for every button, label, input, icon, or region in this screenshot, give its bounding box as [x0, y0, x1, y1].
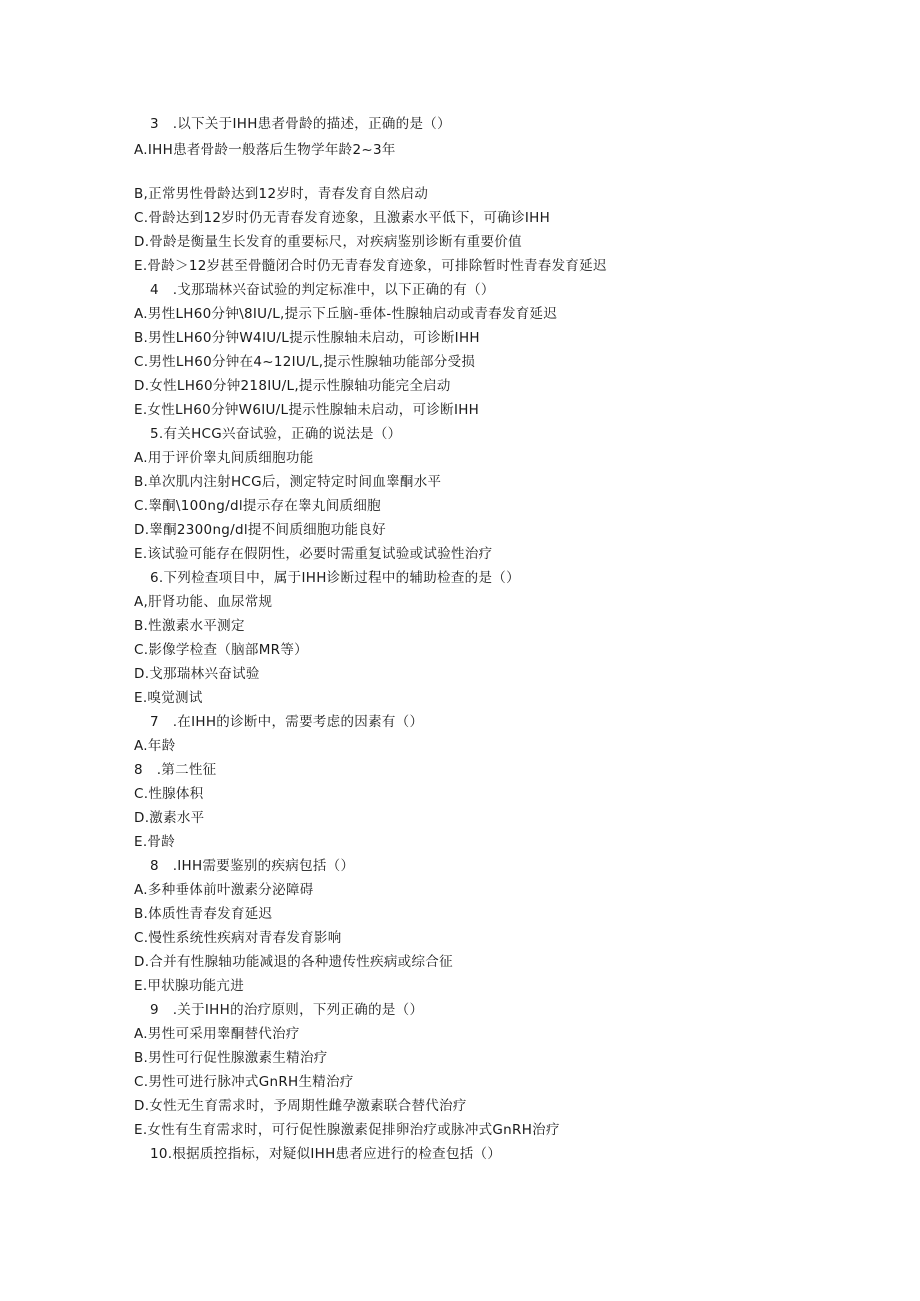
answer-option: D.女性LH60分钟218IU/L,提示性腺轴功能完全启动: [134, 378, 451, 394]
answer-option: C.男性LH60分钟在4~12IU/L,提示性腺轴功能部分受损: [134, 354, 476, 370]
answer-option: D.戈那瑞林兴奋试验: [134, 666, 260, 682]
answer-option: 8 .第二性征: [134, 762, 217, 778]
answer-option: D.激素水平: [134, 810, 205, 826]
answer-option: B.男性LH60分钟W4IU/L提示性腺轴未启动，可诊断IHH: [134, 330, 480, 346]
question-stem: 5.有关HCG兴奋试验，正确的说法是（）: [150, 426, 402, 442]
answer-option: E.女性有生育需求时，可行促性腺激素促排卵治疗或脉冲式GnRH治疗: [134, 1122, 560, 1138]
answer-option: E.女性LH60分钟W6IU/L提示性腺轴未启动，可诊断IHH: [134, 402, 480, 418]
answer-option: A,肝肾功能、血尿常规: [134, 594, 273, 610]
answer-option: E.甲状腺功能亢进: [134, 978, 245, 994]
answer-option: A.男性可采用睾酮替代治疗: [134, 1026, 300, 1042]
answer-option: D.睾酮2300ng/dl提不间质细胞功能良好: [134, 522, 386, 538]
answer-option: C.男性可进行脉冲式GnRH生精治疗: [134, 1074, 354, 1090]
answer-option: A.男性LH60分钟\8IU/L,提示下丘脑-垂体-性腺轴启动或青春发育延迟: [134, 306, 558, 322]
answer-option: D.合并有性腺轴功能减退的各种遗传性疾病或综合征: [134, 954, 453, 970]
answer-option: B,正常男性骨龄达到12岁时，青春发育自然启动: [134, 186, 429, 202]
answer-option: C.骨龄达到12岁时仍无青春发育迹象，且激素水平低下，可确诊IHH: [134, 210, 551, 226]
answer-option: C.慢性系统性疾病对青春发育影响: [134, 930, 342, 946]
answer-option: A.年龄: [134, 738, 176, 754]
answer-option: E.该试验可能存在假阴性，必要时需重复试验或试验性治疗: [134, 546, 493, 562]
question-stem: 8 .IHH需要鉴别的疾病包括（）: [150, 858, 355, 874]
answer-option: A.多种垂体前叶激素分泌障碍: [134, 882, 314, 898]
answer-option: C.性腺体积: [134, 786, 204, 802]
question-stem: 10.根据质控指标，对疑似IHH患者应进行的检查包括（）: [150, 1146, 502, 1162]
answer-option: B.单次肌内注射HCG后，测定特定时间血睾酮水平: [134, 474, 442, 490]
question-stem: 6.下列检查项目中，属于IHH诊断过程中的辅助检查的是（）: [150, 570, 520, 586]
answer-option: C.影像学检查（脑部MR等）: [134, 642, 308, 658]
question-stem: 7 .在IHH的诊断中，需要考虑的因素有（）: [150, 714, 424, 730]
answer-option: D.骨龄是衡量生长发育的重要标尺，对疾病鉴别诊断有重要价值: [134, 234, 522, 250]
answer-option: A.用于评价睾丸间质细胞功能: [134, 450, 314, 466]
answer-option: E.嗅觉测试: [134, 690, 203, 706]
answer-option: B.男性可行促性腺激素生精治疗: [134, 1050, 328, 1066]
answer-option: E.骨龄＞12岁甚至骨髓闭合时仍无青春发育迹象，可排除暂时性青春发育延迟: [134, 258, 607, 274]
answer-option: D.女性无生育需求时，予周期性雌孕激素联合替代治疗: [134, 1098, 467, 1114]
question-stem: 9 .关于IHH的治疗原则，下列正确的是（）: [150, 1002, 424, 1018]
answer-option: E.骨龄: [134, 834, 176, 850]
question-stem: 3 .以下关于IHH患者骨龄的描述，正确的是（）: [150, 116, 451, 132]
answer-option: B.性激素水平测定: [134, 618, 245, 634]
answer-option: B.体质性青春发育延迟: [134, 906, 273, 922]
answer-option: A.IHH患者骨龄一般落后生物学年龄2~3年: [134, 142, 396, 158]
question-stem: 4 .戈那瑞林兴奋试验的判定标准中，以下正确的有（）: [150, 282, 495, 298]
answer-option: C.睾酮\100ng/dl提示存在睾丸间质细胞: [134, 498, 381, 514]
